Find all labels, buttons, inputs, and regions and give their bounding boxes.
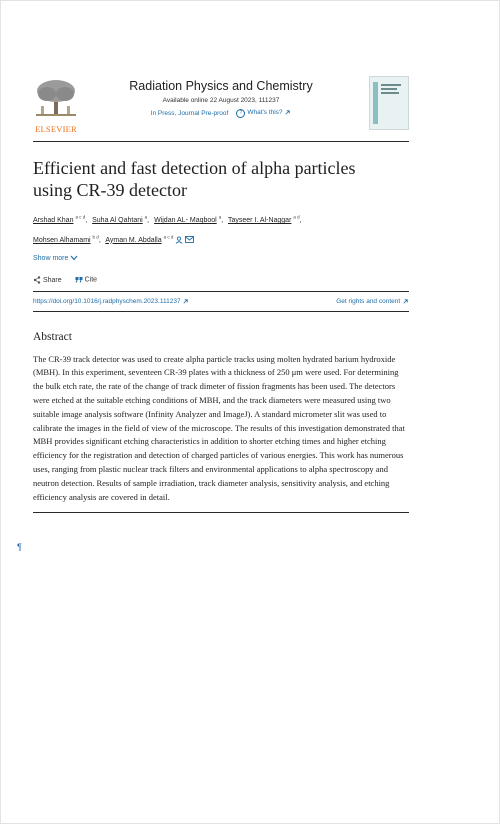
article-header: [33, 76, 409, 132]
author[interactable]: [92, 217, 147, 224]
journal-block: [83, 79, 359, 118]
elsevier-tree-icon: [33, 78, 79, 118]
author-name: Suha Al Qahtani: [92, 217, 143, 225]
article-page: [33, 76, 409, 513]
article-title: [33, 157, 409, 201]
cover-text-line: [381, 88, 397, 90]
abstract-text: The CR-39 track detector was used to create alpha particle tracks using molten hydrated barium hydroxide (MBH). In this experiment, seventeen CR-39 plates with a thickness of 250 μm were used. For determining the bulk etch rate, the rate of the change of track dimeter of fission fragments has been used. The detectors were etched at the suitable etching conditions of MBH, and the track diameters were measured using two suitable image analysis software (Infinity Analyzer and ImageJ). A standard micrometer slit was used to calibrate the images in the field of view of the microscope. The results of this investigation demonstrated that MBH provides significant etching characteristics in addition to shorter etching times and higher etching efficiency for the registration and detection of charged particles of various energies. This work has numerous uses, ranging from plastic nuclear track filters and environmental applications to alpha spectroscopy and neutron detection. Results of sample irradiation, track diameter analysis, sensitivity analysis, and etching efficiency analysis are covered in detail.: [33, 353, 405, 502]
cite-label: Cite: [84, 276, 98, 284]
person-icon[interactable]: [175, 236, 183, 244]
quote-icon: [75, 276, 83, 283]
journal-cover-thumbnail[interactable]: [369, 76, 409, 130]
elsevier-logo[interactable]: [33, 78, 79, 132]
rights-label: Get rights and content: [336, 297, 401, 305]
cover-text-line: [381, 84, 401, 86]
show-more-label: Show more: [33, 254, 69, 262]
external-link-icon: [182, 298, 189, 305]
doi-text: https://doi.org/10.1016/j.radphyschem.2023.111237: [33, 297, 181, 305]
abstract-heading: Abstract: [33, 330, 72, 343]
author[interactable]: [105, 234, 174, 244]
journal-title[interactable]: Radiation Physics and Chemistry: [129, 79, 313, 93]
publisher-name: ELSEVIER: [35, 124, 77, 134]
chevron-down-icon: [70, 255, 78, 261]
author-affiliation: b d: [92, 234, 99, 240]
available-online: Available online 22 August 2023, 111237: [162, 97, 280, 104]
doi-bottom-rule: [33, 311, 409, 312]
status-link[interactable]: In Press, Journal Pre-proof: [150, 110, 229, 118]
rights-link[interactable]: [336, 298, 409, 305]
whats-this-label: What's this?: [247, 109, 283, 117]
status-row: [83, 109, 359, 118]
author-affiliation: a c d: [75, 215, 86, 220]
share-icon: [33, 276, 41, 284]
author[interactable]: [228, 217, 300, 224]
doi-row: [33, 292, 409, 311]
doi-link[interactable]: [33, 298, 189, 305]
cite-button[interactable]: [75, 276, 97, 283]
external-link-icon: [284, 109, 291, 116]
author-name: Tayseer I. Al-Naggar: [227, 217, 292, 225]
whats-this-link[interactable]: [236, 109, 291, 118]
show-more-button[interactable]: [33, 255, 409, 262]
author-affiliation: a d: [293, 215, 300, 220]
cover-text-line: [381, 92, 399, 94]
author-name: Ayman M. Abdalla: [105, 236, 162, 244]
share-cite-row: [33, 276, 409, 284]
author[interactable]: [33, 217, 85, 224]
question-icon: ?: [236, 109, 245, 118]
author-list: Arshad Khan $^{a c d}$, Suha Al Qahtani $^a$, Wijdan AL- Maqbool $^a$, Tayseer I. Al-Naggar $^{a d}$, Mohsen Alhamami $^{b d}$, Ayman M. Abdalla $^{a c d}$: [33, 215, 302, 244]
share-label: Share: [42, 276, 62, 284]
cover-strip: [373, 82, 378, 124]
external-link-icon: [402, 298, 409, 305]
author-name: Mohsen Alhamami: [33, 236, 91, 244]
author-name: Wijdan AL- Maqbool: [154, 217, 217, 225]
author-affiliation: a c d: [163, 234, 174, 240]
email-icon[interactable]: [185, 236, 194, 243]
pilcrow-mark: ¶: [17, 542, 22, 552]
author[interactable]: [154, 217, 221, 224]
author-affiliation: a: [218, 215, 222, 220]
abstract-end-rule: [33, 512, 409, 513]
header-rule: [33, 141, 409, 142]
title-line-2: using CR-39 detector: [33, 180, 187, 200]
author[interactable]: [33, 234, 99, 244]
title-line-1: Efficient and fast detection of alpha particles: [33, 158, 356, 178]
author-affiliation: a: [144, 215, 148, 220]
share-button[interactable]: [33, 276, 62, 284]
author-name: Arshad Khan: [33, 217, 74, 225]
